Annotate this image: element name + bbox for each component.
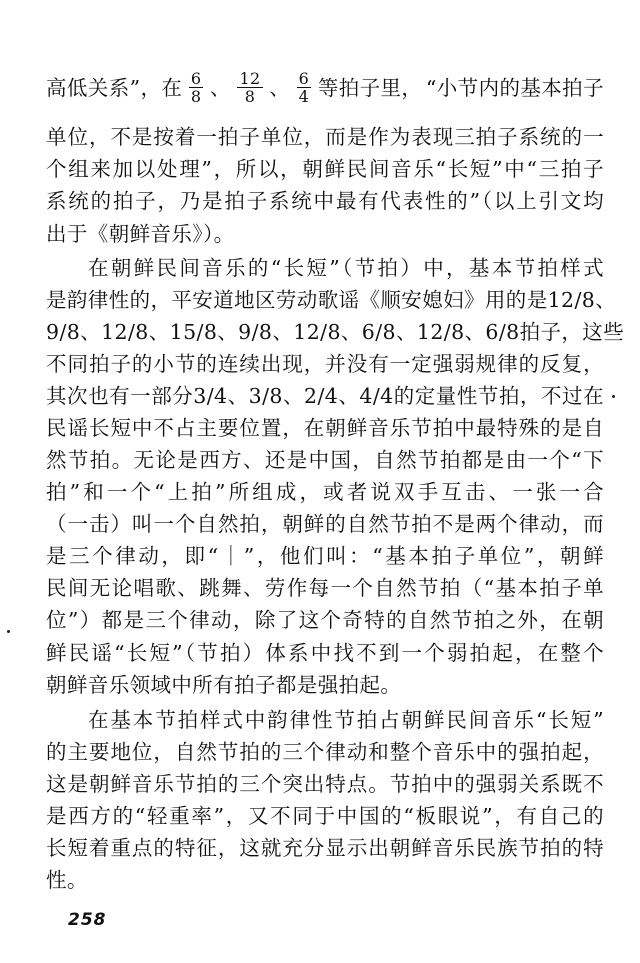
scan-speck	[612, 395, 615, 398]
fraction-6-8	[189, 70, 204, 105]
page-number: 258	[68, 910, 107, 930]
fraction-denominator: 8	[190, 87, 202, 106]
text-line: 拍”和一个“上拍”所组成，或者说双手互击、一张一合	[46, 480, 604, 504]
text-line: 个组来加以处理”，所以，朝鲜民间音乐“长短”中“三拍子	[46, 157, 604, 181]
text-segment: “小节内的基本拍子	[425, 75, 604, 100]
fraction-numerator: 6	[298, 69, 310, 88]
text-line: 民谣长短中不占主要位置，在朝鲜音乐节拍中最特殊的是自	[46, 416, 604, 440]
text-segment: 高低关系”，在	[46, 75, 183, 100]
text-line-1	[46, 70, 604, 105]
text-line: 这是朝鲜音乐节拍的三个突出特点。节拍中的强弱关系既不	[46, 772, 604, 796]
text-separator: 、	[210, 75, 231, 100]
text-line: 然节拍。无论是西方、还是中国，自然节拍都是由一个“下	[46, 448, 604, 472]
text-line: 9/8、12/8、15/8、9/8、12/8、6/8、12/8、6/8拍子，这些	[46, 320, 625, 344]
fraction-denominator: 4	[298, 87, 310, 106]
text-line: 鲜民谣“长短”（节拍）体系中找不到一个弱拍起，在整个	[46, 641, 604, 665]
text-line: 出于《朝鲜音乐》）。	[46, 222, 235, 246]
text-line: 其次也有一部分3/4、3/8、2/4、4/4的定量性节拍，不过在	[46, 384, 604, 408]
scan-speck	[7, 630, 10, 633]
paragraph-first-line: 在基本节拍样式中韵律性节拍占朝鲜民间音乐“长短”	[88, 708, 604, 732]
fraction-numerator: 6	[190, 69, 202, 88]
text-line: 是三个律动，即“｜”，他们叫：“基本拍子单位”，朝鲜	[46, 544, 604, 568]
text-line: 位”）都是三个律动，除了这个奇特的自然节拍之外，在朝	[46, 608, 604, 632]
text-line: 民间无论唱歌、跳舞、劳作每一个自然节拍（“基本拍子单	[46, 576, 604, 600]
text-line: 不同拍子的小节的连续出现，并没有一定强弱规律的反复，	[46, 352, 604, 376]
text-line: 性。	[46, 868, 88, 892]
text-line: 长短着重点的特征，这就充分显示出朝鲜音乐民族节拍的特	[46, 836, 604, 860]
text-line: 朝鲜音乐领域中所有拍子都是强拍起。	[46, 673, 402, 697]
paragraph-first-line: 在朝鲜民间音乐的“长短”（节拍）中，基本节拍样式	[88, 256, 604, 280]
fraction-6-4	[297, 70, 312, 105]
text-line: 系统的拍子，乃是拍子系统中最有代表性的”（以上引文均	[46, 189, 604, 213]
fraction-12-8	[237, 70, 262, 105]
text-line: 单位，不是按着一拍子单位，而是作为表现三拍子系统的一	[46, 125, 604, 149]
fraction-denominator: 8	[244, 87, 256, 106]
fraction-numerator: 12	[239, 69, 261, 88]
text-segment: 等拍子里，	[317, 75, 423, 100]
text-line: 是西方的“轻重率”，又不同于中国的“板眼说”，有自己的	[46, 804, 604, 828]
text-line: 的主要地位，自然节拍的三个律动和整个音乐中的强拍起，	[46, 740, 604, 764]
text-line: 是韵律性的，平安道地区劳动歌谣《顺安媳妇》用的是12/8、	[46, 288, 617, 312]
text-line: （一击）叫一个自然拍，朝鲜的自然节拍不是两个律动，而	[46, 512, 604, 536]
text-separator: 、	[269, 75, 291, 100]
